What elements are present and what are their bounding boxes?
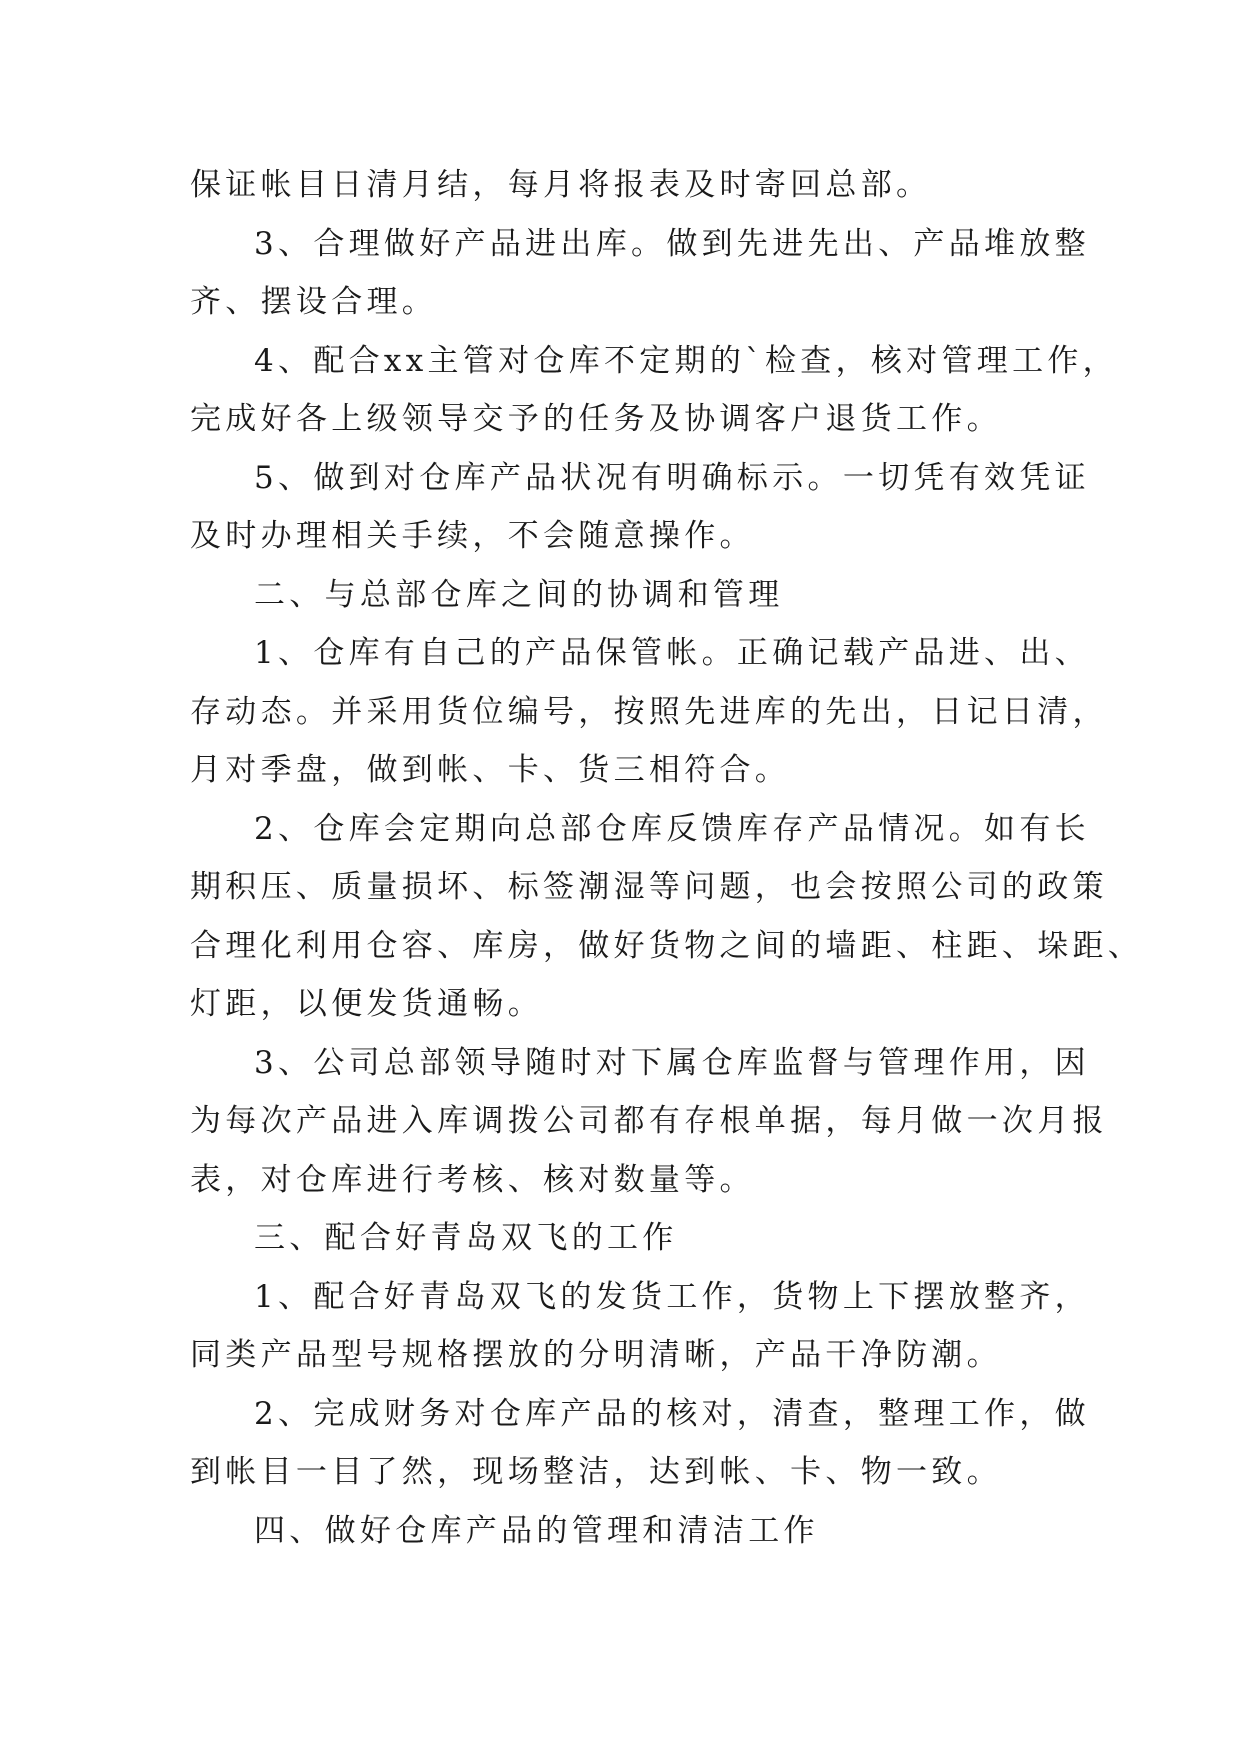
section-heading: 四、做好仓库产品的管理和清洁工作: [254, 1512, 819, 1549]
text-line: 及时办理相关手续，不会随意操作。: [190, 518, 755, 554]
text-line: 完成好各上级领导交予的任务及协调客户退货工作。: [190, 401, 1002, 437]
text-line: 为每次产品进入库调拨公司都有存根单据，每月做一次月报: [190, 1103, 1108, 1139]
text-line: 到帐目一目了然，现场整洁，达到帐、卡、物一致。: [190, 1454, 1002, 1490]
text-line: 1、配合好青岛双飞的发货工作，货物上下摆放整齐，: [254, 1278, 1090, 1315]
text-line: 期积压、质量损坏、标签潮湿等问题，也会按照公司的政策: [190, 869, 1108, 905]
section-heading: 三、配合好青岛双飞的工作: [254, 1220, 678, 1256]
text-line: 3、合理做好产品进出库。做到先进先出、产品堆放整: [254, 225, 1090, 262]
text-line: 同类产品型号规格摆放的分明清晰，产品干净防潮。: [190, 1337, 1002, 1373]
text-line: 2、完成财务对仓库产品的核对，清查，整理工作，做: [254, 1395, 1090, 1432]
text-line: 齐、摆设合理。: [190, 284, 438, 320]
text-line: 月对季盘，做到帐、卡、货三相符合。: [190, 752, 791, 788]
text-line: 1、仓库有自己的产品保管帐。正确记载产品进、出、: [254, 635, 1090, 671]
section-heading: 二、与总部仓库之间的协调和管理: [254, 576, 784, 613]
text-line: 表，对仓库进行考核、核对数量等。: [190, 1161, 755, 1198]
text-line: 5、做到对仓库产品状况有明确标示。一切凭有效凭证: [254, 459, 1090, 496]
text-line: 4、配合xx主管对仓库不定期的`检查，核对管理工作，: [254, 342, 1118, 379]
document-body: [190, 156, 1144, 1560]
text-line: 2、仓库会定期向总部仓库反馈库存产品情况。如有长: [254, 810, 1090, 847]
text-line: 合理化利用仓容、库房，做好货物之间的墙距、柱距、垛距、: [190, 927, 1144, 964]
text-line: 保证帐目日清月结，每月将报表及时寄回总部。: [190, 167, 932, 203]
text-line: 灯距，以便发货通畅。: [190, 986, 543, 1022]
text-line: 存动态。并采用货位编号，按照先进库的先出，日记日清，: [190, 693, 1108, 730]
text-line: 3、公司总部领导随时对下属仓库监督与管理作用，因: [254, 1044, 1090, 1081]
